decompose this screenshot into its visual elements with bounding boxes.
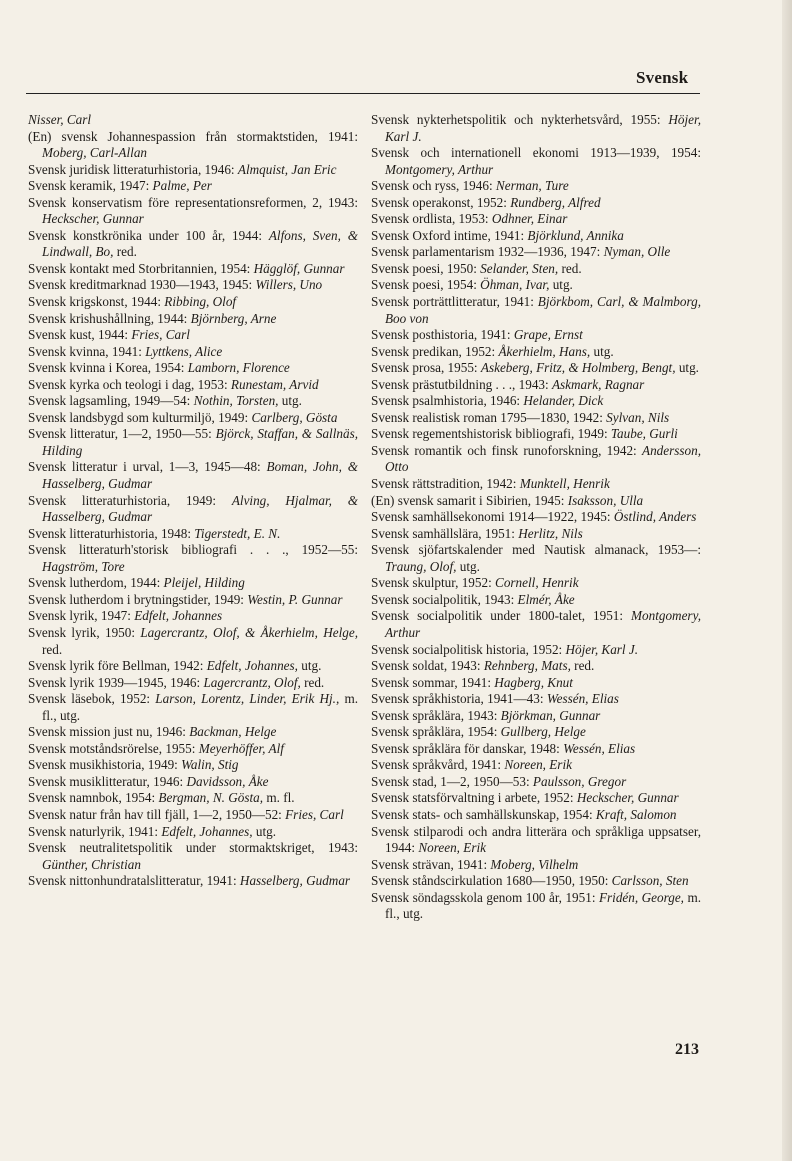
entry-title: Svensk mission just nu, 1946: — [28, 724, 190, 740]
entry-author: Carlberg, Gösta — [251, 409, 338, 425]
entry-title: Svensk kust, 1944: — [28, 327, 132, 343]
index-entry — [371, 327, 701, 344]
entry-author: Moberg, Carl-Allan — [42, 145, 148, 161]
index-entry — [371, 724, 701, 741]
entry-note: utg. — [252, 823, 276, 839]
entry-author: Traung, Olof, — [385, 558, 457, 574]
index-entry — [371, 807, 701, 824]
index-entry — [371, 195, 701, 212]
index-entry — [371, 145, 701, 178]
entry-title: Svensk litteraturhistoria, 1948: — [28, 525, 195, 541]
index-entry — [371, 443, 701, 476]
entry-title: Svensk språklära för danskar, 1948: — [371, 740, 564, 756]
entry-title: Svensk lyrik 1939—1945, 1946: — [28, 674, 204, 690]
entry-title: Svensk språkhistoria, 1941—43: — [371, 691, 547, 707]
entry-title: Svensk kvinna, 1941: — [28, 343, 146, 359]
entry-title: Svensk keramik, 1947: — [28, 178, 153, 194]
entry-title: Svensk lagsamling, 1949—54: — [28, 393, 194, 409]
index-entry — [28, 410, 358, 427]
entry-author: Östlind, Anders — [613, 509, 697, 525]
index-entry — [371, 426, 701, 443]
index-entry — [28, 757, 358, 774]
entry-title: Svensk prosa, 1955: — [371, 360, 481, 376]
entry-author: Taube, Gurli — [610, 426, 678, 442]
entry-author: Lagercrantz, Olof, & Åkerhielm, Helge, — [140, 624, 358, 640]
index-entry — [371, 857, 701, 874]
entry-title: Svensk romantik och finsk runoforskning, 1942: — [371, 442, 643, 458]
index-entry — [28, 807, 358, 824]
entry-author: Montgomery, Arthur — [385, 608, 701, 640]
entry-author: Cornell, Henrik — [495, 575, 579, 591]
index-entry — [371, 642, 701, 659]
entry-title: Svensk motståndsrörelse, 1955: — [28, 740, 199, 756]
entry-author: Palme, Per — [152, 178, 212, 194]
entry-title: Svensk konservatism före representationsreformen, 2, 1943: — [28, 194, 358, 210]
entry-title: Svensk poesi, 1954: — [371, 277, 481, 293]
index-entry — [371, 344, 701, 361]
entry-author: Edfelt, Johannes, — [206, 658, 298, 674]
entry-note: red. — [42, 641, 63, 657]
entry-author: Bergman, N. Gösta, — [158, 790, 264, 806]
entry-title: Svensk kreditmarknad 1930—1943, 1945: — [28, 277, 256, 293]
entry-author: Noreen, Erik — [418, 840, 486, 856]
entry-title: Svensk lutherdom, 1944: — [28, 575, 164, 591]
entry-author: Backman, Helge — [189, 724, 277, 740]
entry-author: Runestam, Arvid — [230, 376, 319, 392]
entry-title: Svensk ordlista, 1953: — [371, 211, 492, 227]
index-entry — [371, 261, 701, 278]
entry-title: Svensk operakonst, 1952: — [371, 194, 511, 210]
index-entry — [371, 691, 701, 708]
entry-title: Svensk statsförvaltning i arbete, 1952: — [371, 790, 577, 806]
entry-author: Edfelt, Johannes — [134, 608, 223, 624]
index-entry — [28, 542, 358, 575]
entry-author: Andersson, Otto — [385, 442, 701, 475]
entry-title: Svensk kontakt med Storbritannien, 1954: — [28, 260, 254, 276]
entry-author: Moberg, Vilhelm — [490, 856, 579, 872]
entry-author: Hagberg, Knut — [494, 674, 573, 690]
entry-author: Hagström, Tore — [42, 558, 125, 574]
index-entry — [371, 873, 701, 890]
index-entry — [371, 244, 701, 261]
entry-title: Svensk socialpolitisk historia, 1952: — [371, 641, 566, 657]
entry-author: Alfons, Sven, & Lindwall, Bo, — [42, 227, 359, 260]
index-entry — [28, 675, 358, 692]
entry-title: Svensk krishushållning, 1944: — [28, 310, 191, 326]
entry-title: Svensk juridisk litteraturhistoria, 1946: — [28, 161, 238, 177]
entry-author: Nerman, Ture — [495, 178, 569, 194]
entry-title: Svensk predikan, 1952: — [371, 343, 499, 359]
entry-title: Svensk samhällsekonomi 1914—1922, 1945: — [371, 509, 614, 525]
entry-author: Edfelt, Johannes, — [161, 823, 253, 839]
index-entry — [28, 592, 358, 609]
entry-title: Svensk och internationell ekonomi 1913—1939, 1954: — [371, 145, 701, 161]
index-entry — [28, 377, 358, 394]
index-entry — [28, 228, 358, 261]
entry-author: Elmér, Åke — [517, 591, 575, 607]
entry-title: Svensk litteratur i urval, 1—3, 1945—48: — [28, 459, 267, 475]
entry-author: Lagercrantz, Olof, — [203, 674, 301, 690]
index-entry — [28, 112, 358, 129]
index-entry — [371, 360, 701, 377]
entry-author: Wessén, Elias — [563, 740, 636, 756]
index-entry — [28, 774, 358, 791]
entry-note: utg. — [278, 393, 302, 409]
entry-title: Svensk regementshistorisk bibliografi, 1949: — [371, 426, 611, 442]
entry-title: Svensk stad, 1—2, 1950—53: — [371, 773, 533, 789]
entry-author: Hasselberg, Gudmar — [239, 873, 351, 889]
entry-title: Svensk musiklitteratur, 1946: — [28, 773, 187, 789]
index-entry — [371, 675, 701, 692]
entry-author: Fries, Carl — [131, 327, 190, 343]
entry-title: Svensk litteraturhistoria, 1949: — [28, 492, 232, 508]
entry-title: Svensk stats- och samhällskunskap, 1954: — [371, 806, 596, 822]
entry-note: red. — [113, 244, 137, 260]
entry-title: Svensk litteraturh'storisk bibliografi . . ., 1952—55: — [28, 542, 358, 558]
index-entry — [28, 840, 358, 873]
entry-author: Nothin, Torsten, — [193, 393, 279, 409]
entry-author: Björnberg, Arne — [190, 310, 277, 326]
left-column — [28, 112, 358, 890]
index-entry — [371, 493, 701, 510]
entry-title: Svensk Oxford intime, 1941: — [371, 227, 528, 243]
index-entry — [371, 542, 701, 575]
entry-author: Björck, Staffan, & Sallnäs, Hilding — [42, 426, 359, 458]
entry-author: Heckscher, Gunnar — [576, 790, 679, 806]
entry-note: utg. — [675, 360, 699, 376]
index-entry — [28, 129, 358, 162]
entry-title: Svensk nykterhetspolitik och nykterhetsvård, 1955: — [371, 112, 669, 127]
entry-title: Svensk namnbok, 1954: — [28, 790, 159, 806]
entry-author: Björklund, Annika — [527, 227, 624, 243]
entry-title: (En) svensk Johannespassion från stormaktstiden, 1941: — [28, 128, 358, 144]
entry-title: Svensk litteratur, 1—2, 1950—55: — [28, 426, 216, 442]
entry-title: Svensk språkvård, 1941: — [371, 757, 505, 773]
index-entry — [371, 526, 701, 543]
entry-title: Svensk sjöfartskalender med Nautisk almanack, 1953—: — [371, 542, 701, 558]
index-entry — [28, 691, 358, 724]
index-entry — [28, 277, 358, 294]
entry-author: Kraft, Salomon — [595, 806, 677, 822]
index-entry — [371, 228, 701, 245]
index-entry — [371, 410, 701, 427]
entry-title: Svensk nittonhundratalslitteratur, 1941: — [28, 873, 240, 889]
index-entry — [371, 592, 701, 609]
index-entry — [371, 824, 701, 857]
index-entry — [371, 757, 701, 774]
entry-title: Svensk strävan, 1941: — [371, 856, 491, 872]
entry-title: Svensk kyrka och teologi i dag, 1953: — [28, 376, 231, 392]
entry-author: Herlitz, Nils — [518, 525, 583, 541]
entry-author: Åkerhielm, Hans, — [498, 343, 591, 359]
entry-author: Höjer, Karl J. — [565, 641, 639, 657]
entry-note: red. — [300, 674, 325, 690]
index-entry — [371, 790, 701, 807]
entry-title: Svensk skulptur, 1952: — [371, 575, 496, 591]
index-entry — [28, 658, 358, 675]
index-entry — [28, 741, 358, 758]
index-entry — [371, 112, 701, 145]
entry-title: Svensk lyrik, 1950: — [28, 624, 141, 640]
entry-title: Svensk neutralitetspolitik under stormaktskriget, 1943: — [28, 840, 358, 856]
entry-title: Svensk poesi, 1950: — [371, 260, 481, 276]
entry-title: Svensk rättstradition, 1942: — [371, 476, 520, 492]
index-entry — [28, 873, 358, 890]
entry-note: red. — [558, 260, 582, 276]
entry-author: Askeberg, Fritz, & Holmberg, Bengt, — [480, 360, 676, 376]
index-entry — [28, 625, 358, 658]
entry-title: Svensk lyrik, 1947: — [28, 608, 135, 624]
entry-author: Rundberg, Alfred — [510, 194, 601, 210]
running-header: Svensk — [636, 68, 689, 87]
entry-author: Lyttkens, Alice — [145, 343, 223, 359]
index-entry — [28, 608, 358, 625]
entry-note: utg. — [297, 658, 322, 674]
entry-title: Svensk landsbygd som kulturmiljö, 1949: — [28, 409, 252, 425]
entry-author: Nisser, Carl — [28, 112, 92, 127]
entry-author: Höjer, Karl J. — [385, 112, 701, 144]
entry-note: m. fl. — [263, 790, 295, 806]
entry-author: Sylvan, Nils — [606, 409, 670, 425]
index-entry — [28, 311, 358, 328]
index-entry — [371, 708, 701, 725]
index-entry — [28, 344, 358, 361]
index-entry — [371, 575, 701, 592]
entry-author: Björkbom, Carl, & Malmborg, Boo von — [385, 294, 701, 326]
index-entry — [28, 261, 358, 278]
page-number: 213 — [675, 1041, 699, 1058]
entry-author: Almquist, Jan Eric — [237, 161, 337, 177]
entry-title: Svensk parlamentarism 1932—1936, 1947: — [371, 244, 604, 260]
entry-title: Svensk socialpolitik under 1800-talet, 1951: — [371, 608, 632, 624]
index-entry — [28, 724, 358, 741]
entry-author: Heckscher, Gunnar — [42, 211, 144, 227]
index-entry — [371, 741, 701, 758]
entry-author: Wessén, Elias — [546, 691, 619, 707]
entry-note: m. fl., utg. — [385, 889, 702, 922]
entry-author: Tigerstedt, E. N. — [194, 525, 281, 541]
entry-title: Svensk musikhistoria, 1949: — [28, 757, 182, 773]
entry-author: Öhman, Ivar, — [480, 277, 550, 293]
index-entry — [28, 360, 358, 377]
entry-title: Svensk språklära, 1954: — [371, 724, 501, 740]
header-rule — [26, 93, 700, 94]
index-entry — [28, 327, 358, 344]
index-entry — [371, 277, 701, 294]
entry-author: Westin, P. Gunnar — [247, 591, 343, 607]
entry-author: Hägglöf, Gunnar — [253, 260, 345, 276]
entry-title: Svensk psalmhistoria, 1946: — [371, 393, 524, 409]
entry-title: Svensk socialpolitik, 1943: — [371, 591, 518, 607]
index-entry — [371, 476, 701, 493]
entry-title: Svensk sommar, 1941: — [371, 674, 495, 690]
entry-author: Fries, Carl — [285, 806, 344, 822]
index-entry — [28, 526, 358, 543]
entry-title: (En) svensk samarit i Sibirien, 1945: — [371, 492, 568, 508]
index-entry — [28, 790, 358, 807]
index-entry — [371, 294, 701, 327]
index-entry — [28, 824, 358, 841]
entry-author: Munktell, Henrik — [519, 476, 610, 492]
entry-author: Paulsson, Gregor — [532, 773, 627, 789]
entry-title: Svensk naturlyrik, 1941: — [28, 823, 162, 839]
entry-title: Svensk krigskonst, 1944: — [28, 294, 165, 310]
index-entry — [371, 890, 701, 923]
entry-title: Svensk stilparodi och andra litterära och språkliga uppsatser, 1944: — [371, 823, 701, 856]
entry-title: Svensk porträttlitteratur, 1941: — [371, 294, 538, 310]
index-entry — [371, 608, 701, 641]
index-entry — [28, 393, 358, 410]
entry-title: Svensk samhällslära, 1951: — [371, 525, 519, 541]
index-entry — [28, 162, 358, 179]
entry-author: Boman, John, & Hasselberg, Gudmar — [42, 459, 358, 492]
entry-author: Günther, Christian — [42, 856, 141, 872]
entry-author: Alving, Hjalmar, & Hasselberg, Gudmar — [42, 492, 358, 525]
entry-title: Svensk språklära, 1943: — [371, 707, 501, 723]
entry-author: Gullberg, Helge — [500, 724, 586, 740]
entry-author: Odhner, Einar — [491, 211, 568, 227]
index-entry — [28, 195, 358, 228]
entry-title: Svensk soldat, 1943: — [371, 658, 484, 674]
entry-author: Lamborn, Florence — [187, 360, 290, 376]
entry-author: Fridén, George, — [598, 889, 684, 905]
entry-title: Svensk kvinna i Korea, 1954: — [28, 360, 188, 376]
entry-author: Carlsson, Sten — [611, 873, 689, 889]
entry-title: Svensk ståndscirkulation 1680—1950, 1950: — [371, 873, 612, 889]
entry-author: Pleijel, Hilding — [163, 575, 245, 591]
entry-title: Svensk konstkrönika under 100 år, 1944: — [28, 227, 269, 243]
index-entry — [28, 459, 358, 492]
entry-author: Selander, Sten, — [480, 260, 559, 276]
entry-title: Svensk söndagsskola genom 100 år, 1951: — [371, 889, 599, 905]
entry-author: Walin, Stig — [181, 757, 239, 773]
index-entry — [371, 393, 701, 410]
index-entry — [371, 211, 701, 228]
entry-author: Larson, Lorentz, Linder, Erik Hj., — [155, 691, 340, 707]
entry-title: Svensk lyrik före Bellman, 1942: — [28, 658, 207, 674]
entry-title: Svensk lutherdom i brytningstider, 1949: — [28, 591, 248, 607]
index-entry — [371, 178, 701, 195]
entry-title: Svensk och ryss, 1946: — [371, 178, 496, 194]
entry-title: Svensk realistisk roman 1795—1830, 1942: — [371, 409, 607, 425]
entry-author: Isaksson, Ulla — [567, 492, 644, 508]
entry-author: Meyerhöffer, Alf — [198, 740, 284, 756]
index-entry — [371, 509, 701, 526]
entry-note: m. fl., utg. — [42, 691, 358, 723]
entry-title: Svensk natur från hav till fjäll, 1—2, 1950—52: — [28, 806, 286, 822]
entry-note: red. — [570, 658, 595, 674]
index-entry — [28, 178, 358, 195]
entry-author: Willers, Uno — [255, 277, 323, 293]
index-entry — [28, 426, 358, 459]
entry-title: Svensk läsebok, 1952: — [28, 691, 156, 707]
index-entry — [28, 493, 358, 526]
entry-note: utg. — [590, 343, 614, 359]
index-entry — [28, 294, 358, 311]
entry-author: Askmark, Ragnar — [551, 376, 645, 392]
index-entry — [371, 658, 701, 675]
entry-author: Björkman, Gunnar — [500, 707, 601, 723]
entry-author: Nyman, Olle — [603, 244, 671, 260]
entry-note: utg. — [456, 558, 480, 574]
entry-title: Svensk posthistoria, 1941: — [371, 327, 514, 343]
right-column — [371, 112, 701, 923]
page-edge — [782, 0, 792, 1161]
entry-note: utg. — [549, 277, 573, 293]
index-entry — [371, 774, 701, 791]
entry-author: Ribbing, Olof — [164, 294, 237, 310]
entry-title: Svensk prästutbildning . . ., 1943: — [371, 376, 552, 392]
entry-author: Montgomery, Arthur — [385, 161, 494, 177]
index-entry — [371, 377, 701, 394]
index-entry — [28, 575, 358, 592]
entry-author: Noreen, Erik — [504, 757, 572, 773]
entry-author: Davidsson, Åke — [186, 773, 269, 789]
entry-author: Helander, Dick — [523, 393, 604, 409]
entry-author: Rehnberg, Mats, — [483, 658, 571, 674]
entry-author: Grape, Ernst — [513, 327, 583, 343]
